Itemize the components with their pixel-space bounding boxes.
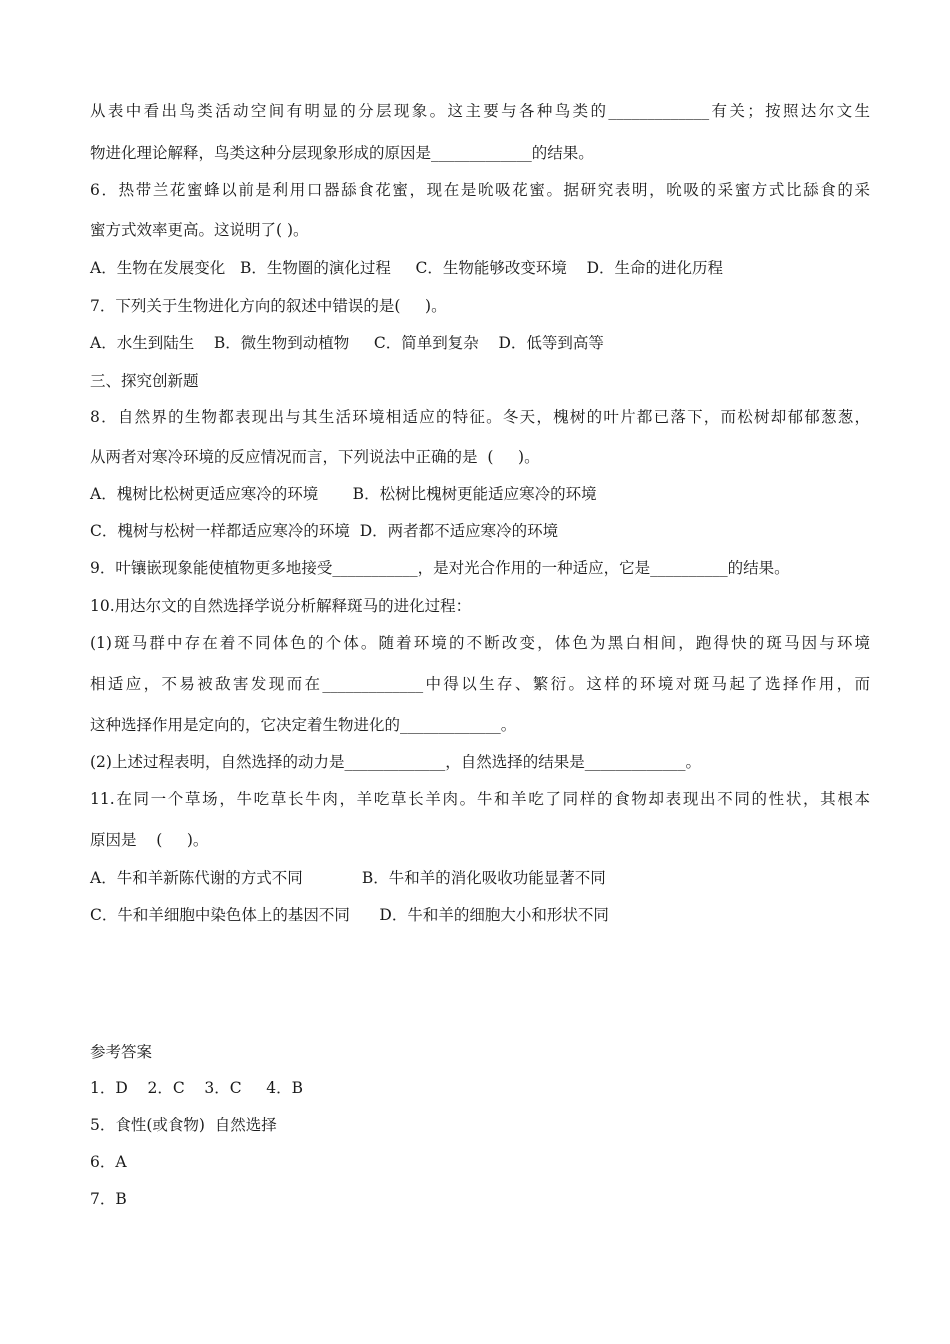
question-10-line: 这种选择作用是定向的，它决定着生物进化的_____________。 — [90, 716, 517, 734]
question-9-line: 9．叶镶嵌现象能使植物更多地接受___________，是对光合作用的一种适应，它是__________的结果。 — [90, 559, 790, 577]
question-8-line: 从两者对寒冷环境的反应情况而言，下列说法中正确的是 ( )。 — [90, 448, 540, 466]
question-8-line: 8．自然界的生物都表现出与其生活环境相适应的特征。冬天，槐树的叶片都已落下，而松树却郁郁葱葱， — [90, 408, 870, 426]
question-10-line: 10.用达尔文的自然选择学说分析解释斑马的进化过程： — [90, 597, 472, 615]
question-11-line: 原因是 ( )。 — [90, 831, 209, 849]
text-line: 从表中看出鸟类活动空间有明显的分层现象。这主要与各种鸟类的_____________有关；按照达尔文生 — [90, 102, 870, 120]
text-line: 物进化理论解释，鸟类这种分层现象形成的原因是_____________的结果。 — [90, 144, 594, 162]
question-8-options: A．槐树比松树更适应寒冷的环境 B．松树比槐树更能适应寒冷的环境 — [90, 485, 597, 503]
question-6-line: 6．热带兰花蜜蜂以前是利用口器舔食花蜜，现在是吮吸花蜜。据研究表明，吮吸的采蜜方式比舔食的采 — [90, 181, 870, 199]
section-heading: 三、探究创新题 — [90, 372, 199, 390]
answer-line: 5．食性(或食物) 自然选择 — [90, 1116, 277, 1134]
question-10-line: (2)上述过程表明，自然选择的动力是_____________，自然选择的结果是_____________。 — [90, 753, 701, 771]
answer-line: 6．A — [90, 1153, 127, 1171]
question-8-options: C．槐树与松树一样都适应寒冷的环境 D．两者都不适应寒冷的环境 — [90, 522, 559, 540]
answer-line: 7．B — [90, 1190, 127, 1208]
question-11-options: C．牛和羊细胞中染色体上的基因不同 D．牛和羊的细胞大小和形状不同 — [90, 906, 609, 924]
question-10-line: 相适应，不易被敌害发现而在_____________中得以生存、繁衍。这样的环境对斑马起了选择作用，而 — [90, 675, 870, 693]
question-11-line: 11.在同一个草场，牛吃草长牛肉，羊吃草长羊肉。牛和羊吃了同样的食物却表现出不同的性状，其根本 — [90, 790, 870, 808]
question-6-options: A．生物在发展变化 B．生物圈的演化过程 C．生物能够改变环境 D．生命的进化历程 — [90, 259, 723, 277]
question-6-line: 蜜方式效率更高。这说明了( )。 — [90, 221, 309, 239]
question-10-line: (1)斑马群中存在着不同体色的个体。随着环境的不断改变，体色为黑白相间，跑得快的斑马因与环境 — [90, 634, 870, 652]
question-7-line: 7．下列关于生物进化方向的叙述中错误的是( )。 — [90, 297, 447, 315]
question-7-options: A．水生到陆生 B．微生物到动植物 C．简单到复杂 D．低等到高等 — [90, 334, 604, 352]
question-11-options: A．牛和羊新陈代谢的方式不同 B．牛和羊的消化吸收功能显著不同 — [90, 869, 606, 887]
answers-heading: 参考答案 — [90, 1043, 153, 1061]
answer-line: 1．D 2．C 3．C 4．B — [90, 1079, 304, 1097]
